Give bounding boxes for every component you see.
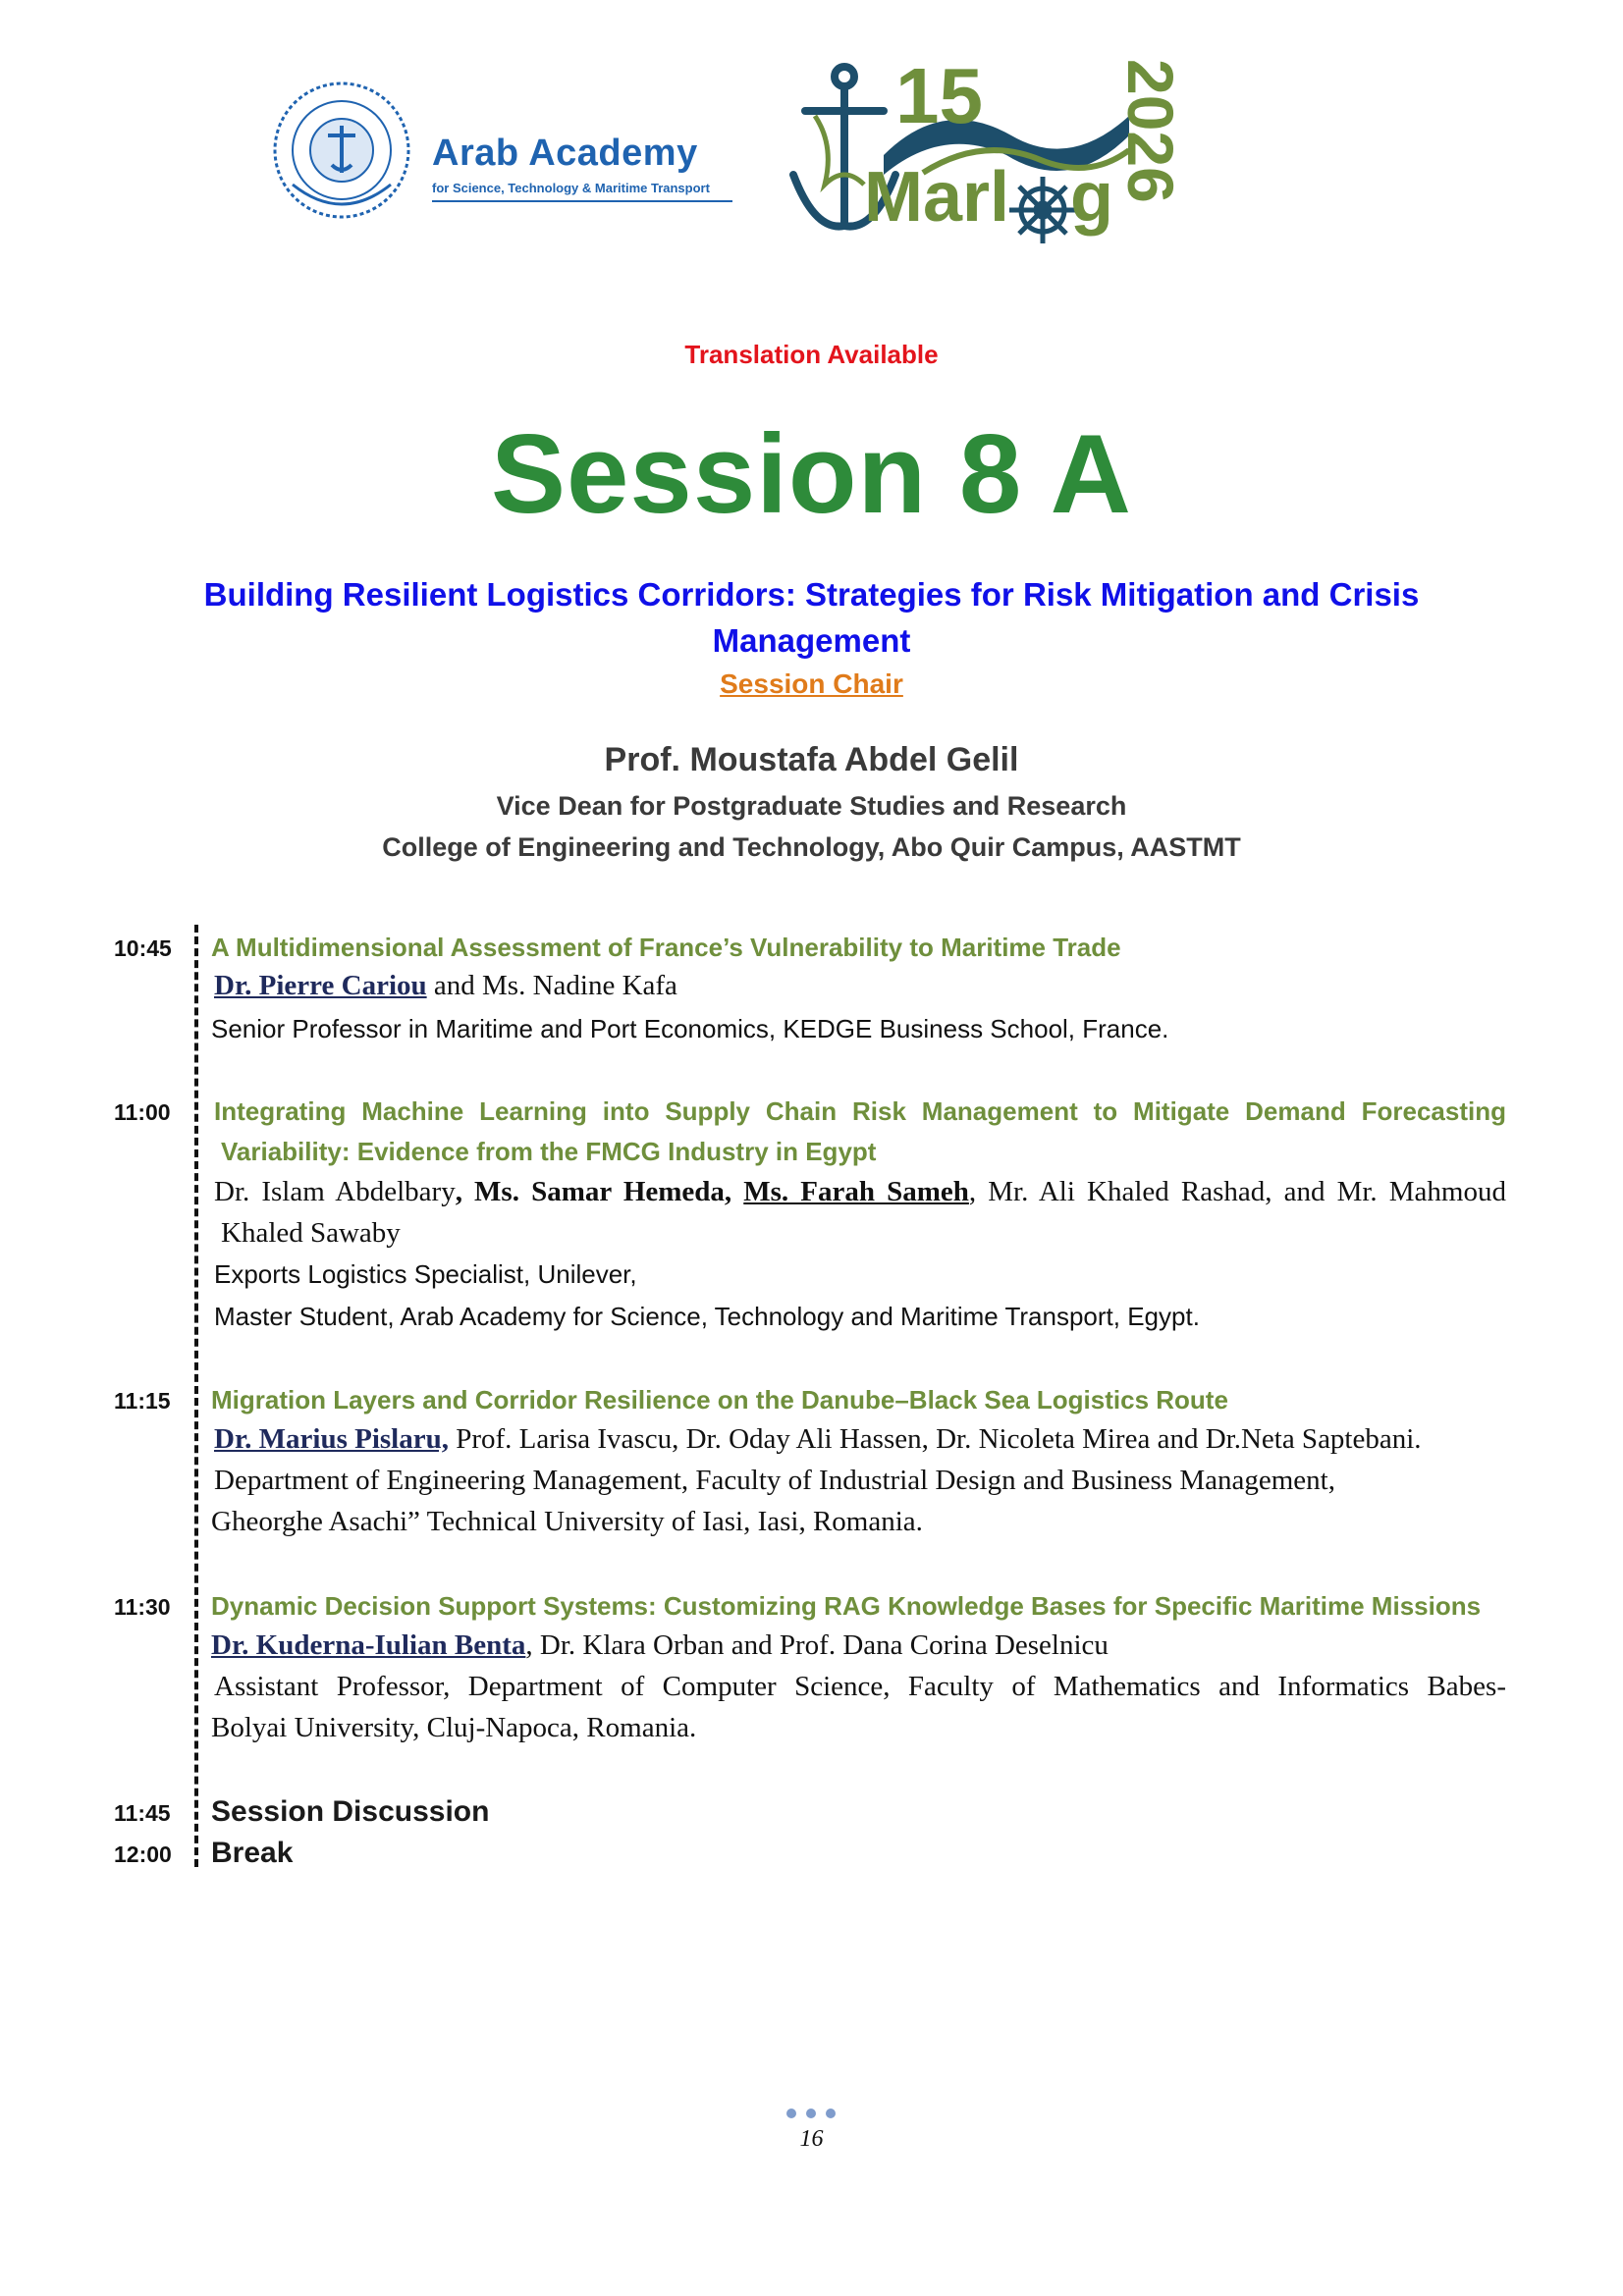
- co-authors: , Mr. Ali Khaled Rashad, and Mr. Mahmoud: [968, 1176, 1506, 1207]
- talk-affiliation: Master Student, Arab Academy for Science, Technology and Maritime Transport, Egypt.: [214, 1302, 1200, 1331]
- talk-affiliation: Bolyai University, Cluj-Napoca, Romania.: [211, 1712, 697, 1743]
- break-label: Break: [211, 1837, 294, 1869]
- talk-authors: [211, 1629, 1109, 1662]
- closing-time: 12:00: [114, 1842, 172, 1867]
- talk-time: 10:45: [114, 935, 172, 961]
- academy-name: Arab Academy: [432, 133, 698, 174]
- marlog-wordmark-left: Marl: [864, 158, 1010, 237]
- talk-authors-line-2: Khaled Sawaby: [221, 1217, 401, 1249]
- talk-affiliation: Senior Professor in Maritime and Port Economics, KEDGE Business School, France.: [211, 1014, 1169, 1043]
- lead-author: Dr. Marius Pislaru,: [214, 1423, 449, 1455]
- page-ornament-dots: [782, 2107, 840, 2120]
- author: Dr. Islam Abdelbary: [214, 1176, 456, 1207]
- talk-time: 11:15: [114, 1388, 171, 1414]
- chair-name: Prof. Moustafa Abdel Gelil: [604, 741, 1019, 778]
- chair-affiliation: College of Engineering and Technology, Abo Quir Campus, AASTMT: [382, 832, 1241, 862]
- lead-author: Ms. Farah Sameh: [743, 1176, 969, 1207]
- marlog-edition-number: 15: [895, 52, 983, 139]
- arab-academy-seal-logo: [263, 77, 420, 224]
- academy-underline: [432, 200, 732, 202]
- talk-time: 11:30: [114, 1594, 171, 1620]
- co-authors: and Ms. Nadine Kafa: [426, 970, 677, 1001]
- marlog-year: 2026: [1114, 59, 1187, 203]
- talk-affiliation: Gheorghe Asachi” Technical University of Iasi, Iasi, Romania.: [211, 1506, 923, 1537]
- talk-title: Migration Layers and Corridor Resilience on the Danube–Black Sea Logistics Route: [211, 1385, 1228, 1415]
- talk-time: 11:00: [114, 1099, 171, 1125]
- talk-title: Dynamic Decision Support Systems: Customizing RAG Knowledge Bases for Specific Maritime Missions: [211, 1591, 1482, 1621]
- talk-authors: [214, 970, 677, 1002]
- talk-affiliation: Exports Logistics Specialist, Unilever,: [214, 1259, 637, 1289]
- chair-role: Vice Dean for Postgraduate Studies and Research: [496, 791, 1127, 821]
- lead-author: Dr. Kuderna-Iulian Benta: [211, 1629, 526, 1661]
- co-authors: , Dr. Klara Orban and Prof. Dana Corina Deselnicu: [525, 1629, 1109, 1661]
- talk-title-line-2: Variability: Evidence from the FMCG Industry in Egypt: [221, 1137, 877, 1166]
- talk-title-line-1: Integrating Machine Learning into Supply Chain Risk Management to Mitigate Demand Forecasting: [214, 1096, 1506, 1126]
- lead-author: Dr. Pierre Cariou: [214, 970, 427, 1001]
- author: , Ms. Samar Hemeda,: [455, 1176, 744, 1207]
- talk-authors: [214, 1176, 1506, 1208]
- co-authors: Prof. Larisa Ivascu, Dr. Oday Ali Hassen, Dr. Nicoleta Mirea and Dr.Neta Saptebani.: [448, 1423, 1422, 1455]
- session-discussion: Session Discussion: [211, 1795, 490, 1828]
- closing-time: 11:45: [114, 1800, 171, 1826]
- talk-title: A Multidimensional Assessment of France’s Vulnerability to Maritime Trade: [211, 933, 1121, 962]
- talk-authors: [214, 1423, 1422, 1456]
- session-chair-label: Session Chair: [720, 668, 903, 699]
- marlog-wordmark-right: g: [1070, 158, 1113, 237]
- timeline-divider: [194, 925, 198, 1867]
- talk-affiliation: Department of Engineering Management, Faculty of Industrial Design and Business Management,: [214, 1465, 1335, 1496]
- translation-note: Translation Available: [684, 340, 939, 369]
- page-number: 16: [799, 2126, 824, 2152]
- academy-subtitle: for Science, Technology & Maritime Transport: [432, 181, 710, 195]
- session-subtitle: Building Resilient Logistics Corridors: Strategies for Risk Mitigation and Crisis Management: [203, 576, 1420, 659]
- talk-affiliation: Assistant Professor, Department of Computer Science, Faculty of Mathematics and Informatics Babes-: [214, 1671, 1506, 1702]
- session-title: Session 8 A: [490, 412, 1133, 537]
